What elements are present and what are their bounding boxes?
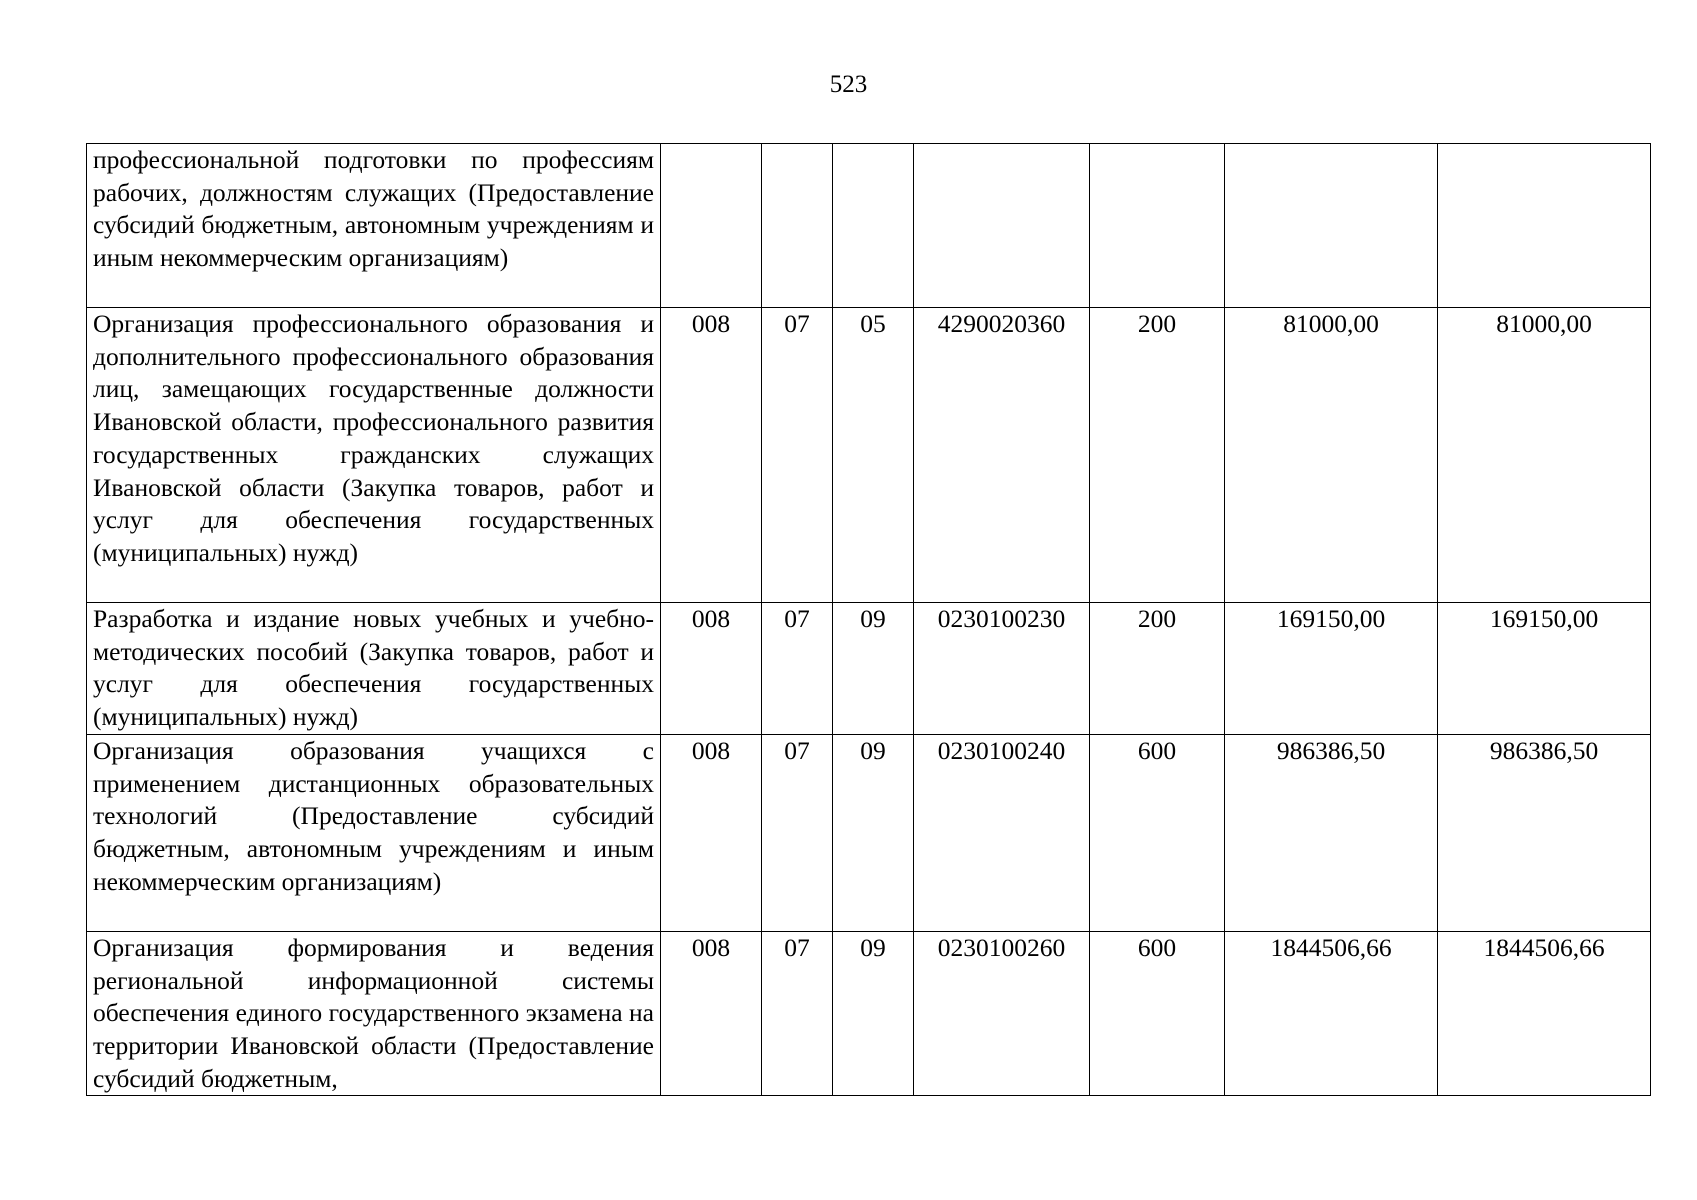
amount-first-year xyxy=(1225,144,1438,308)
expense-type-code: 200 xyxy=(1090,603,1225,735)
ministry-code xyxy=(661,144,762,308)
target-article-code: 0230100260 xyxy=(914,931,1090,1096)
subsection-code: 09 xyxy=(833,931,914,1096)
amount-second-year: 169150,00 xyxy=(1438,603,1651,735)
row-description: профессиональной подготовки по профессиям рабочих, должностям служащих (Предоставление субсидий бюджетным, автономным учреждениям и иным некоммерческим организациям) xyxy=(87,144,661,308)
section-code: 07 xyxy=(762,734,833,931)
subsection-code: 05 xyxy=(833,308,914,603)
subsection-code xyxy=(833,144,914,308)
row-description: Организация образования учащихся с применением дистанционных образовательных технологий (Предоставление субсидий бюджетным, автономным учреждениям и иным некоммерческим организациям) xyxy=(87,734,661,931)
subsection-code: 09 xyxy=(833,734,914,931)
table-row xyxy=(87,308,1651,603)
expense-type-code: 600 xyxy=(1090,734,1225,931)
section-code: 07 xyxy=(762,603,833,735)
amount-second-year: 81000,00 xyxy=(1438,308,1651,603)
row-description: Разработка и издание новых учебных и учебно-методических пособий (Закупка товаров, работ и услуг для обеспечения государственных (муниципальных) нужд) xyxy=(87,603,661,735)
amount-first-year: 81000,00 xyxy=(1225,308,1438,603)
expense-type-code xyxy=(1090,144,1225,308)
table-row xyxy=(87,603,1651,735)
row-description: Организация формирования и ведения региональной информационной системы обеспечения единого государственного экзамена на территории Ивановской области (Предоставление субсидий бюджетным, xyxy=(87,931,661,1096)
amount-second-year xyxy=(1438,144,1651,308)
table-row xyxy=(87,931,1651,1096)
expense-type-code: 200 xyxy=(1090,308,1225,603)
table-row xyxy=(87,144,1651,308)
ministry-code: 008 xyxy=(661,603,762,735)
expense-type-code: 600 xyxy=(1090,931,1225,1096)
target-article-code: 0230100230 xyxy=(914,603,1090,735)
row-description: Организация профессионального образования и дополнительного профессионального образования лиц, замещающих государственные должности Ивановской области, профессионального развития государственных гражданских служащих Ивановской области (Закупка товаров, работ и услуг для обеспечения государственных (муниципальных) нужд) xyxy=(87,308,661,603)
budget-table xyxy=(86,143,1651,1096)
target-article-code: 4290020360 xyxy=(914,308,1090,603)
subsection-code: 09 xyxy=(833,603,914,735)
ministry-code: 008 xyxy=(661,308,762,603)
amount-second-year: 986386,50 xyxy=(1438,734,1651,931)
target-article-code: 0230100240 xyxy=(914,734,1090,931)
section-code: 07 xyxy=(762,308,833,603)
target-article-code xyxy=(914,144,1090,308)
section-code: 07 xyxy=(762,931,833,1096)
amount-first-year: 986386,50 xyxy=(1225,734,1438,931)
amount-second-year: 1844506,66 xyxy=(1438,931,1651,1096)
table-row xyxy=(87,734,1651,931)
ministry-code: 008 xyxy=(661,931,762,1096)
amount-first-year: 1844506,66 xyxy=(1225,931,1438,1096)
section-code xyxy=(762,144,833,308)
amount-first-year: 169150,00 xyxy=(1225,603,1438,735)
ministry-code: 008 xyxy=(661,734,762,931)
page-number: 523 xyxy=(829,71,868,98)
